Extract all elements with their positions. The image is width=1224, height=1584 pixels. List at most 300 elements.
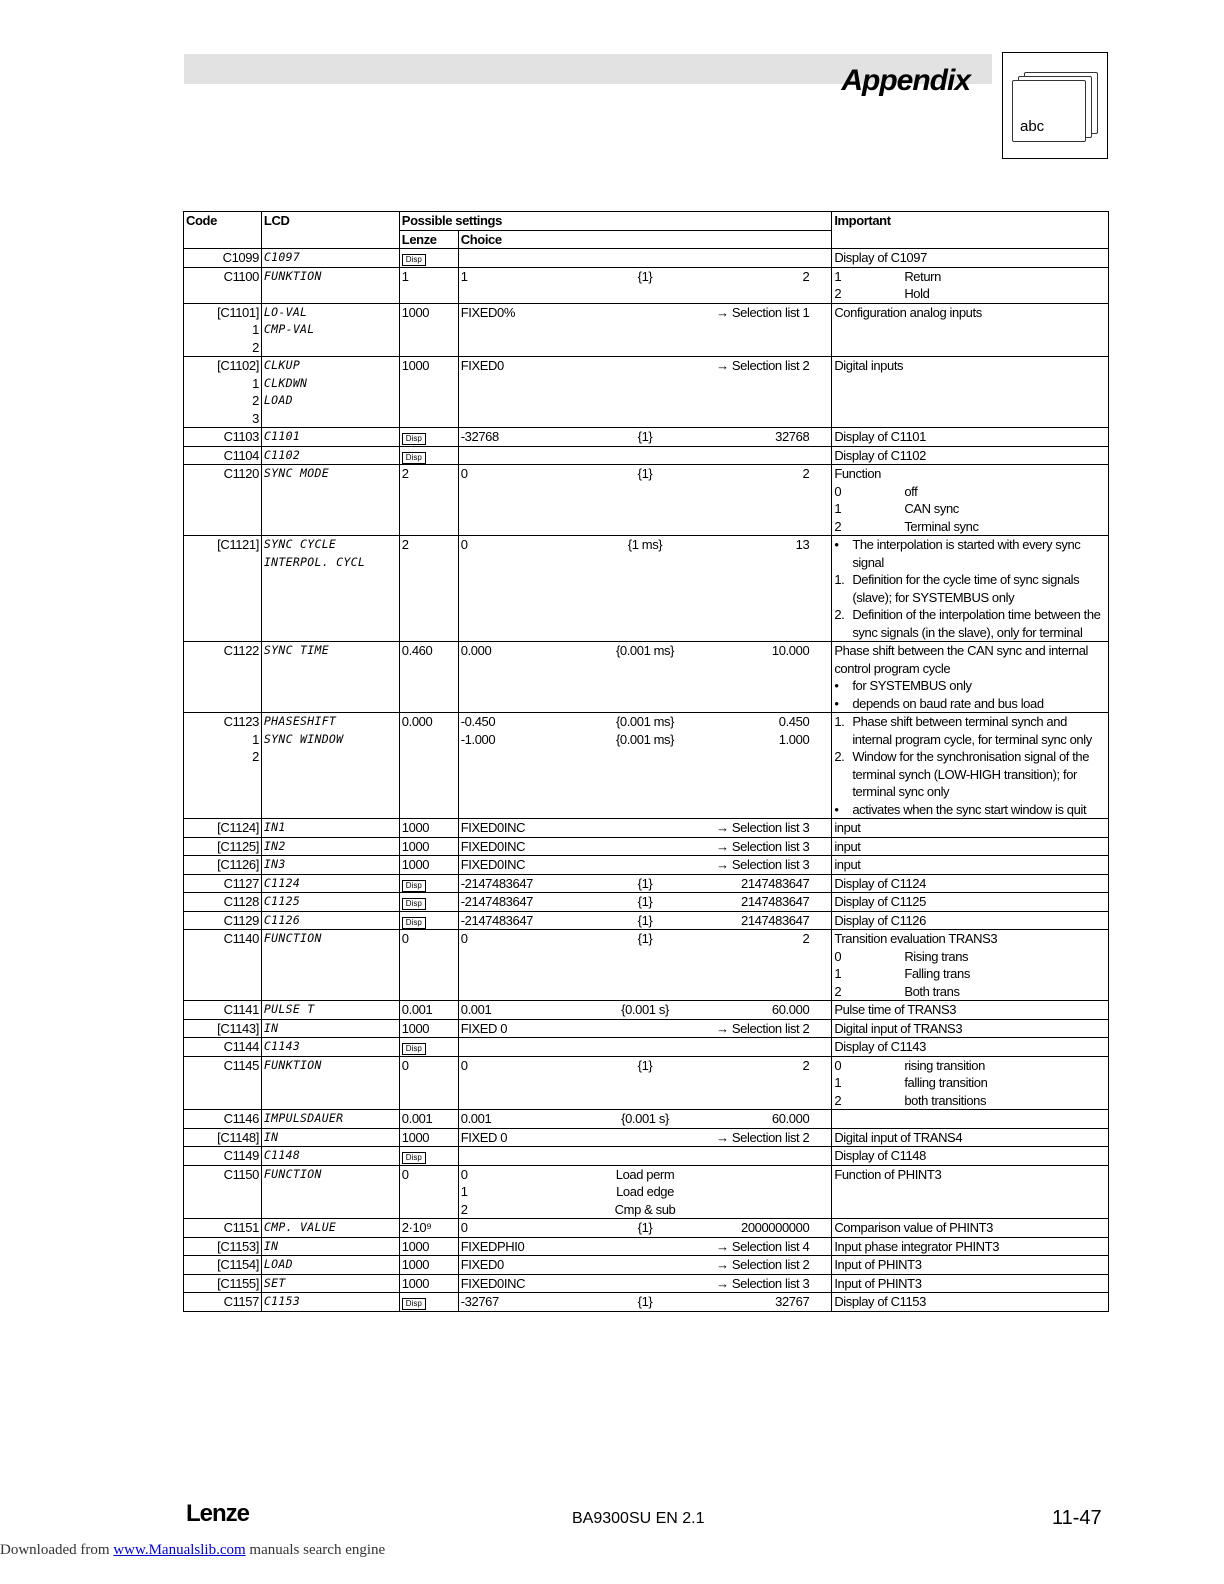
important-cell xyxy=(832,930,1109,1001)
code-value: [C1121] xyxy=(217,537,259,552)
option-label: off xyxy=(904,483,918,499)
choice-min: 0 xyxy=(460,1166,468,1182)
lcd-cell xyxy=(261,1256,399,1275)
choice-step xyxy=(584,838,707,856)
option-line xyxy=(834,285,1106,303)
lenze-value: 1000 xyxy=(401,1257,430,1272)
disp-badge: Disp xyxy=(402,1043,426,1055)
important-text: Display of C1102 xyxy=(834,447,926,463)
lcd-text: IN1 xyxy=(263,820,286,834)
table-row xyxy=(184,1110,1109,1129)
bullet-line xyxy=(834,713,1106,748)
choice-min: FIXEDPHI0 xyxy=(460,1238,525,1254)
table-row xyxy=(184,1038,1109,1057)
choice-line xyxy=(461,1275,830,1293)
important-text: input xyxy=(834,820,861,835)
choice-max: 2 xyxy=(802,931,810,946)
choice-min: 2 xyxy=(460,1201,468,1217)
important-cell xyxy=(832,446,1109,465)
option-line xyxy=(834,983,1106,1001)
choice-cell xyxy=(458,1293,832,1312)
choice-line xyxy=(461,536,830,554)
important-text: Function xyxy=(834,466,881,481)
lcd-text: C1143 xyxy=(263,1039,301,1053)
choice-line xyxy=(461,713,830,731)
choice-step: {1} xyxy=(637,1057,653,1073)
important-cell xyxy=(832,713,1109,819)
bullet-line xyxy=(834,801,1106,819)
lenze-value: 1000 xyxy=(401,304,430,320)
lenze-value: 1000 xyxy=(401,820,430,835)
code-value: 2 xyxy=(252,339,259,355)
bullet-mark: 2. xyxy=(834,749,845,764)
important-text: Digital inputs xyxy=(834,358,904,373)
lcd-text: SYNC MODE xyxy=(263,466,329,480)
choice-min: 1 xyxy=(460,268,468,284)
table-row xyxy=(184,713,1109,819)
choice-step xyxy=(584,819,707,837)
choice-step xyxy=(584,856,707,874)
important-cell xyxy=(832,1274,1109,1293)
option-key: 2 xyxy=(834,286,842,301)
code-value: [C1153] xyxy=(217,1238,259,1254)
choice-min: FIXED0 xyxy=(460,1257,504,1272)
lcd-cell xyxy=(261,856,399,875)
option-label: Return xyxy=(904,268,941,284)
choice-max: → Selection list 1 xyxy=(716,304,810,320)
code-value: [C1154] xyxy=(217,1257,259,1272)
choice-line xyxy=(461,1238,830,1256)
lcd-text: IN2 xyxy=(263,838,286,853)
option-line xyxy=(834,268,1106,286)
choice-max: → Selection list 3 xyxy=(716,838,810,854)
bullet-line xyxy=(834,536,1106,571)
lenze-cell xyxy=(399,249,458,268)
table-row xyxy=(184,249,1109,268)
important-text: input xyxy=(834,838,861,854)
choice-step: {1} xyxy=(637,268,653,284)
code-value: [C1143] xyxy=(217,1020,259,1036)
option-key: 1 xyxy=(834,1075,842,1090)
lcd-text: CLKUP xyxy=(263,358,301,372)
choice-max: 2147483647 xyxy=(740,875,810,891)
bullet-text: for SYSTEMBUS only xyxy=(852,678,972,693)
lcd-text: SYNC WINDOW xyxy=(263,731,344,746)
choice-cell xyxy=(458,249,832,268)
lcd-text: INTERPOL. CYCL xyxy=(263,554,366,569)
lenze-cell xyxy=(399,1056,458,1110)
lcd-text: LOAD xyxy=(263,1257,293,1271)
important-text: Transition evaluation TRANS3 xyxy=(834,931,998,946)
code-value: [C1102] xyxy=(217,358,259,373)
manualslib-link[interactable]: www.Manualslib.com xyxy=(113,1542,246,1558)
choice-min: 0 xyxy=(460,537,468,552)
table-row xyxy=(184,446,1109,465)
choice-cell xyxy=(458,713,832,819)
lcd-text: CMP-VAL xyxy=(263,322,315,336)
choice-min: 0.001 xyxy=(460,1002,492,1017)
choice-line xyxy=(461,1020,830,1038)
important-text: Display of C1153 xyxy=(834,1294,926,1309)
disp-badge: Disp xyxy=(402,452,426,464)
lenze-cell xyxy=(399,267,458,303)
choice-cell xyxy=(458,465,832,536)
choice-step: Cmp & sub xyxy=(614,1201,676,1217)
choice-cell xyxy=(458,446,832,465)
lcd-cell xyxy=(261,465,399,536)
lenze-cell xyxy=(399,1293,458,1312)
choice-cell xyxy=(458,303,832,357)
choice-line xyxy=(461,1201,830,1219)
download-prefix: Downloaded from xyxy=(0,1542,114,1558)
choice-step xyxy=(584,1256,707,1274)
option-label: falling transition xyxy=(904,1075,988,1090)
important-cell xyxy=(832,465,1109,536)
choice-max: → Selection list 2 xyxy=(716,1129,810,1145)
lcd-text: FUNKTION xyxy=(263,1057,322,1072)
choice-min: FIXED 0 xyxy=(460,1020,508,1036)
choice-line xyxy=(461,1256,830,1274)
code-value: [C1126] xyxy=(217,857,259,872)
lenze-cell xyxy=(399,1274,458,1293)
table-row xyxy=(184,874,1109,893)
choice-max: 2147483647 xyxy=(740,894,810,909)
bullet-text: activates when the sync start window is quit xyxy=(852,801,1087,817)
choice-line xyxy=(461,838,830,856)
bullet-line xyxy=(834,606,1106,641)
choice-max: 2 xyxy=(802,466,810,481)
choice-max: → Selection list 2 xyxy=(716,358,810,373)
lenze-value: 1000 xyxy=(401,1275,430,1291)
option-label: Both trans xyxy=(904,983,960,999)
choice-min: -32768 xyxy=(460,429,499,444)
bullet-line xyxy=(834,571,1106,606)
lcd-cell xyxy=(261,1038,399,1057)
code-value: 1 xyxy=(252,731,259,747)
choice-max xyxy=(706,1201,829,1219)
lcd-cell xyxy=(261,1274,399,1293)
code-value: C1122 xyxy=(223,643,259,658)
important-cell xyxy=(832,1110,1109,1129)
code-value: C1141 xyxy=(223,1002,259,1017)
lcd-cell xyxy=(261,428,399,447)
lenze-cell xyxy=(399,1110,458,1129)
code-value: [C1148] xyxy=(217,1129,259,1145)
lenze-cell xyxy=(399,303,458,357)
choice-line xyxy=(461,268,830,286)
choice-min: FIXED0INC xyxy=(460,857,526,872)
option-line xyxy=(834,948,1106,966)
header-code: Code xyxy=(184,212,262,249)
code-cell xyxy=(184,1128,262,1147)
code-cell xyxy=(184,303,262,357)
lcd-text: FUNCTION xyxy=(263,931,322,945)
choice-line xyxy=(461,1057,830,1075)
option-key: 0 xyxy=(834,1057,842,1073)
important-text: Input of PHINT3 xyxy=(834,1275,922,1291)
choice-max: 2 xyxy=(802,1057,810,1073)
choice-line xyxy=(461,357,830,375)
code-value: C1127 xyxy=(223,875,259,891)
lcd-text: C1097 xyxy=(263,250,301,264)
important-cell xyxy=(832,249,1109,268)
choice-cell xyxy=(458,1019,832,1038)
code-cell xyxy=(184,1219,262,1238)
lcd-cell xyxy=(261,874,399,893)
lcd-text: IN xyxy=(263,1238,279,1253)
option-line xyxy=(834,483,1106,501)
lenze-cell xyxy=(399,428,458,447)
lenze-value: 2·10⁹ xyxy=(401,1220,432,1235)
lenze-cell xyxy=(399,357,458,428)
lcd-cell xyxy=(261,267,399,303)
bullet-text: depends on baud rate and bus load xyxy=(852,695,1044,711)
important-cell xyxy=(832,1219,1109,1238)
choice-step: {1} xyxy=(637,1220,653,1235)
header-choice: Choice xyxy=(458,230,832,249)
important-text: Display of C1143 xyxy=(834,1039,926,1054)
code-cell xyxy=(184,357,262,428)
code-cell xyxy=(184,893,262,912)
lenze-value: 0.000 xyxy=(401,714,433,729)
bullet-mark: • xyxy=(834,801,839,817)
option-line xyxy=(834,965,1106,983)
choice-cell xyxy=(458,536,832,642)
important-text: Display of C1097 xyxy=(834,250,927,265)
table-row xyxy=(184,911,1109,930)
important-cell xyxy=(832,1256,1109,1275)
table-row xyxy=(184,642,1109,713)
lenze-value: 0 xyxy=(401,1166,409,1182)
choice-step: {1} xyxy=(637,894,653,909)
bullet-text: Definition for the cycle time of sync signals (slave); for SYSTEMBUS only xyxy=(852,572,1080,605)
lenze-value: 0.460 xyxy=(401,643,433,658)
choice-min: FIXED0INC xyxy=(460,1275,526,1291)
lenze-cell xyxy=(399,1128,458,1147)
table-row xyxy=(184,1256,1109,1275)
choice-step: {0.001 ms} xyxy=(615,714,675,729)
option-line xyxy=(834,1057,1106,1075)
lcd-text: IMPULSDAUER xyxy=(263,1111,344,1125)
option-key: 2 xyxy=(834,518,842,534)
choice-cell xyxy=(458,837,832,856)
choice-step: {1} xyxy=(637,1294,653,1309)
lenze-cell xyxy=(399,536,458,642)
code-cell xyxy=(184,1274,262,1293)
code-value: C1120 xyxy=(223,466,259,481)
choice-line xyxy=(461,1166,830,1184)
choice-min: 0 xyxy=(460,1057,468,1073)
code-cell xyxy=(184,1256,262,1275)
code-cell xyxy=(184,642,262,713)
option-key: 0 xyxy=(834,948,842,964)
lenze-cell xyxy=(399,446,458,465)
choice-line xyxy=(461,642,830,660)
code-cell xyxy=(184,1001,262,1020)
lcd-text: IN3 xyxy=(263,857,286,871)
code-value: C1150 xyxy=(223,1166,259,1182)
table-row xyxy=(184,1001,1109,1020)
code-cell xyxy=(184,428,262,447)
lcd-text: CMP. VALUE xyxy=(263,1220,337,1234)
lcd-cell xyxy=(261,911,399,930)
lcd-text: PULSE T xyxy=(263,1002,315,1016)
lcd-cell xyxy=(261,249,399,268)
lcd-cell xyxy=(261,536,399,642)
important-cell xyxy=(832,1128,1109,1147)
choice-max xyxy=(706,1166,829,1184)
option-line xyxy=(834,518,1106,536)
important-text: Input of PHINT3 xyxy=(834,1257,922,1272)
choice-cell xyxy=(458,1038,832,1057)
lcd-text: FUNCTION xyxy=(263,1166,322,1181)
choice-max: 13 xyxy=(795,537,810,552)
lcd-cell xyxy=(261,446,399,465)
important-text: Display of C1101 xyxy=(834,429,926,444)
code-value: 1 xyxy=(252,322,259,337)
header-possible-settings: Possible settings xyxy=(399,212,832,231)
choice-line xyxy=(461,1219,830,1237)
code-cell xyxy=(184,249,262,268)
lcd-cell xyxy=(261,1128,399,1147)
code-value: C1099 xyxy=(222,250,259,265)
code-value: [C1101] xyxy=(217,304,259,320)
table-row xyxy=(184,357,1109,428)
lcd-cell xyxy=(261,1219,399,1238)
important-cell xyxy=(832,428,1109,447)
lcd-text: FUNKTION xyxy=(263,268,322,283)
table-row xyxy=(184,837,1109,856)
choice-step xyxy=(584,1238,707,1256)
choice-step: {1} xyxy=(637,875,653,891)
important-cell xyxy=(832,911,1109,930)
lenze-value: 1000 xyxy=(401,358,430,373)
choice-max: → Selection list 3 xyxy=(716,857,810,872)
choice-max: 60.000 xyxy=(771,1111,810,1126)
code-cell xyxy=(184,1110,262,1129)
code-value: [C1155] xyxy=(217,1275,259,1291)
bullet-text: Window for the synchronisation signal of the terminal synch (LOW-HIGH transition); for terminal sync only xyxy=(852,749,1090,799)
lcd-cell xyxy=(261,1293,399,1312)
choice-line xyxy=(461,1001,830,1019)
lenze-cell xyxy=(399,1237,458,1256)
bullet-mark: 1. xyxy=(834,714,845,729)
lenze-cell xyxy=(399,1219,458,1238)
choice-line xyxy=(461,1110,830,1128)
important-text: Digital input of TRANS3 xyxy=(834,1020,963,1036)
important-text: Display of C1125 xyxy=(834,894,926,909)
bullet-line xyxy=(834,748,1106,801)
bullet-mark: 2. xyxy=(834,607,845,622)
lenze-value: 0 xyxy=(401,931,409,946)
lcd-text: IN xyxy=(263,1129,279,1144)
choice-min: -1.000 xyxy=(460,731,496,747)
option-key: 1 xyxy=(834,268,842,284)
choice-min: FIXED0INC xyxy=(460,838,526,854)
important-cell xyxy=(832,893,1109,912)
lcd-text: IN xyxy=(263,1020,279,1035)
choice-step: {0.001 s} xyxy=(621,1111,669,1126)
lenze-cell xyxy=(399,465,458,536)
table-row xyxy=(184,1128,1109,1147)
choice-max: 10.000 xyxy=(771,643,810,658)
option-key: 2 xyxy=(834,1092,842,1108)
choice-step: {1} xyxy=(637,429,653,444)
important-text: Input phase integrator PHINT3 xyxy=(834,1238,1000,1254)
lcd-text: PHASESHIFT xyxy=(263,714,337,728)
important-cell xyxy=(832,642,1109,713)
lcd-cell xyxy=(261,357,399,428)
download-note xyxy=(0,1542,385,1559)
code-cell xyxy=(184,837,262,856)
lenze-cell xyxy=(399,713,458,819)
code-cell xyxy=(184,465,262,536)
code-value: C1144 xyxy=(223,1039,259,1054)
code-value: [C1124] xyxy=(217,820,259,835)
code-cell xyxy=(184,1147,262,1166)
lcd-cell xyxy=(261,303,399,357)
choice-max: 60.000 xyxy=(771,1002,810,1017)
important-cell xyxy=(832,874,1109,893)
option-line xyxy=(834,1092,1106,1110)
bullet-text: The interpolation is started with every sync signal xyxy=(852,537,1081,570)
code-cell xyxy=(184,856,262,875)
lenze-logo: Lenze xyxy=(186,1500,250,1527)
important-cell xyxy=(832,303,1109,357)
code-value: C1100 xyxy=(223,268,259,284)
important-text: Function of PHINT3 xyxy=(834,1166,942,1182)
choice-max: 0.450 xyxy=(778,714,810,729)
choice-line xyxy=(461,1183,830,1201)
code-value: [C1125] xyxy=(217,838,259,854)
table-row xyxy=(184,1056,1109,1110)
important-text: Display of C1126 xyxy=(834,912,926,928)
choice-max: → Selection list 4 xyxy=(716,1238,810,1254)
choice-cell xyxy=(458,1147,832,1166)
lcd-text: C1125 xyxy=(263,894,301,908)
lcd-text: C1102 xyxy=(263,447,301,462)
option-key: 0 xyxy=(834,483,842,499)
disp-badge: Disp xyxy=(402,880,426,892)
lenze-cell xyxy=(399,893,458,912)
lenze-cell xyxy=(399,1165,458,1219)
bullet-text: Phase shift between terminal synch and internal program cycle, for terminal sync only xyxy=(852,714,1092,747)
lcd-cell xyxy=(261,837,399,856)
table-row xyxy=(184,893,1109,912)
lcd-cell xyxy=(261,1056,399,1110)
table-row xyxy=(184,428,1109,447)
disp-badge: Disp xyxy=(402,254,426,266)
lenze-cell xyxy=(399,1019,458,1038)
bullet-line xyxy=(834,677,1106,695)
lenze-value: 0.001 xyxy=(401,1002,433,1017)
lenze-cell xyxy=(399,1038,458,1057)
choice-max: 32768 xyxy=(775,429,810,444)
choice-min: FIXED0 xyxy=(460,358,504,373)
lenze-value: 1000 xyxy=(401,838,430,854)
lcd-text: LOAD xyxy=(263,393,293,407)
lenze-cell xyxy=(399,837,458,856)
lenze-cell xyxy=(399,856,458,875)
disp-badge: Disp xyxy=(402,1152,426,1164)
page-title: Appendix xyxy=(841,64,970,97)
bullet-line xyxy=(834,695,1106,713)
important-cell xyxy=(832,357,1109,428)
important-cell xyxy=(832,837,1109,856)
disp-badge: Disp xyxy=(402,917,426,929)
lcd-cell xyxy=(261,1019,399,1038)
lenze-cell xyxy=(399,1147,458,1166)
